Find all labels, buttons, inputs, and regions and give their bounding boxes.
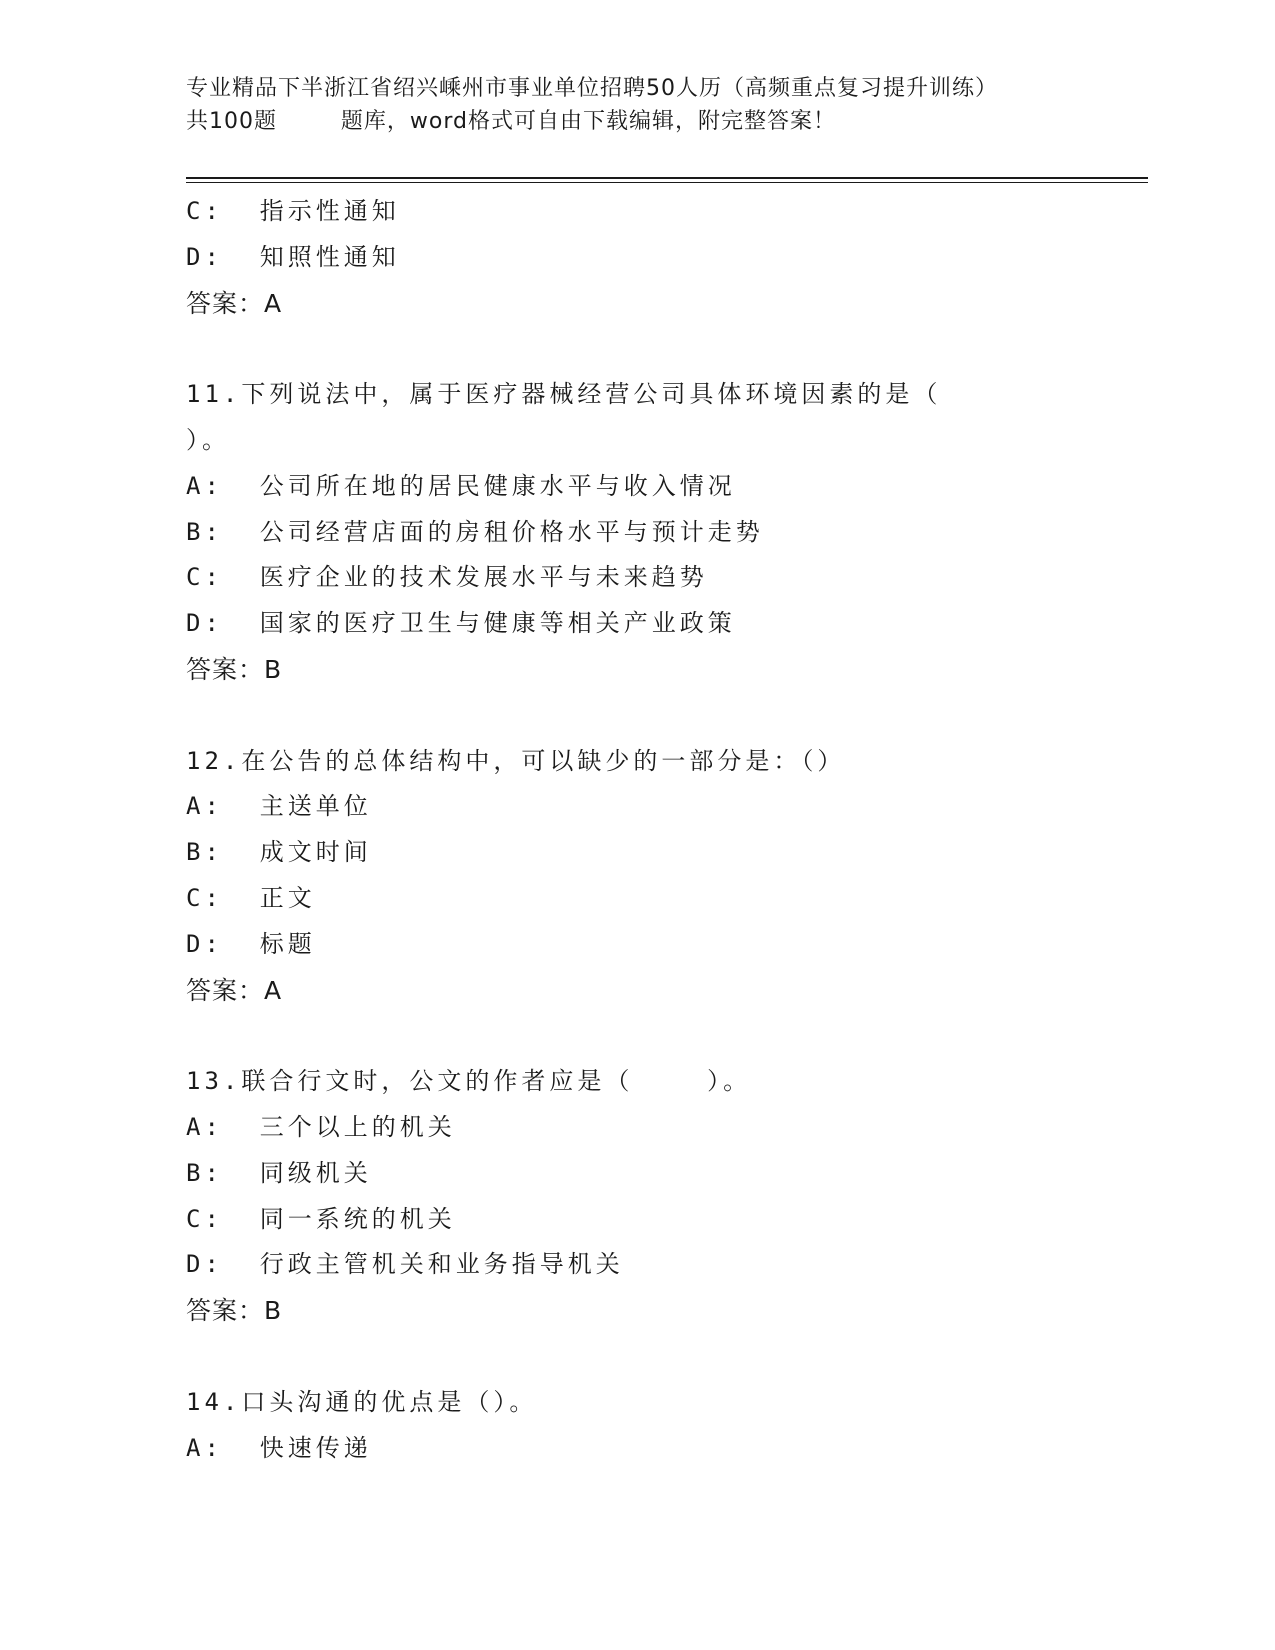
question-title: 11.下列说法中，属于医疗器械经营公司具体环境因素的是（ (186, 380, 942, 409)
question-block (186, 739, 1146, 1014)
option-line: C: 医疗企业的技术发展水平与未来趋势 (186, 563, 708, 592)
header-rule-thick (186, 177, 1148, 179)
option-line: A: 快速传递 (186, 1433, 372, 1462)
block-spacer (186, 326, 1146, 372)
option-line: D: 标题 (186, 929, 316, 958)
option-line: C: 指示性通知 (186, 197, 400, 225)
block-spacer (186, 1334, 1146, 1380)
question-title: 12.在公告的总体结构中，可以缺少的一部分是：（） (186, 746, 846, 775)
block-spacer (186, 693, 1146, 739)
question-block (186, 1380, 1146, 1472)
block-spacer (186, 1013, 1146, 1059)
option-line: C: 正文 (186, 883, 316, 912)
question-block (186, 189, 1146, 326)
page-header (186, 72, 1146, 138)
header-rule-thin (186, 182, 1148, 183)
option-line: C: 同一系统的机关 (186, 1204, 456, 1233)
question-title-continuation: ）。 (186, 425, 230, 454)
option-line: B: 公司经营店面的房租价格水平与预计走势 (186, 517, 764, 546)
option-line: A: 公司所在地的居民健康水平与收入情况 (186, 471, 736, 500)
header-subtitle-line: 共100题 题库，word格式可自由下载编辑，附完整答案！ (186, 109, 837, 134)
header-title-line: 专业精品下半浙江省绍兴嵊州市事业单位招聘50人历（高频重点复习提升训练） (186, 76, 998, 101)
option-line: B: 同级机关 (186, 1158, 372, 1187)
answer-line: 答案：B (186, 1296, 283, 1326)
question-list (186, 189, 1146, 1471)
option-line: D: 行政主管机关和业务指导机关 (186, 1250, 624, 1279)
answer-line: 答案：A (186, 975, 283, 1005)
question-block (186, 1059, 1146, 1334)
answer-line: 答案：A (186, 288, 283, 318)
option-line: A: 三个以上的机关 (186, 1112, 456, 1141)
option-line: A: 主送单位 (186, 792, 372, 821)
question-title: 14.口头沟通的优点是（）。 (186, 1387, 538, 1416)
option-line: D: 国家的医疗卫生与健康等相关产业政策 (186, 609, 736, 638)
option-line: B: 成文时间 (186, 838, 372, 867)
answer-line: 答案：B (186, 654, 283, 684)
question-block (186, 372, 1146, 693)
question-title: 13.联合行文时，公文的作者应是（ ）。 (186, 1067, 752, 1096)
option-line: D: 知照性通知 (186, 242, 400, 271)
